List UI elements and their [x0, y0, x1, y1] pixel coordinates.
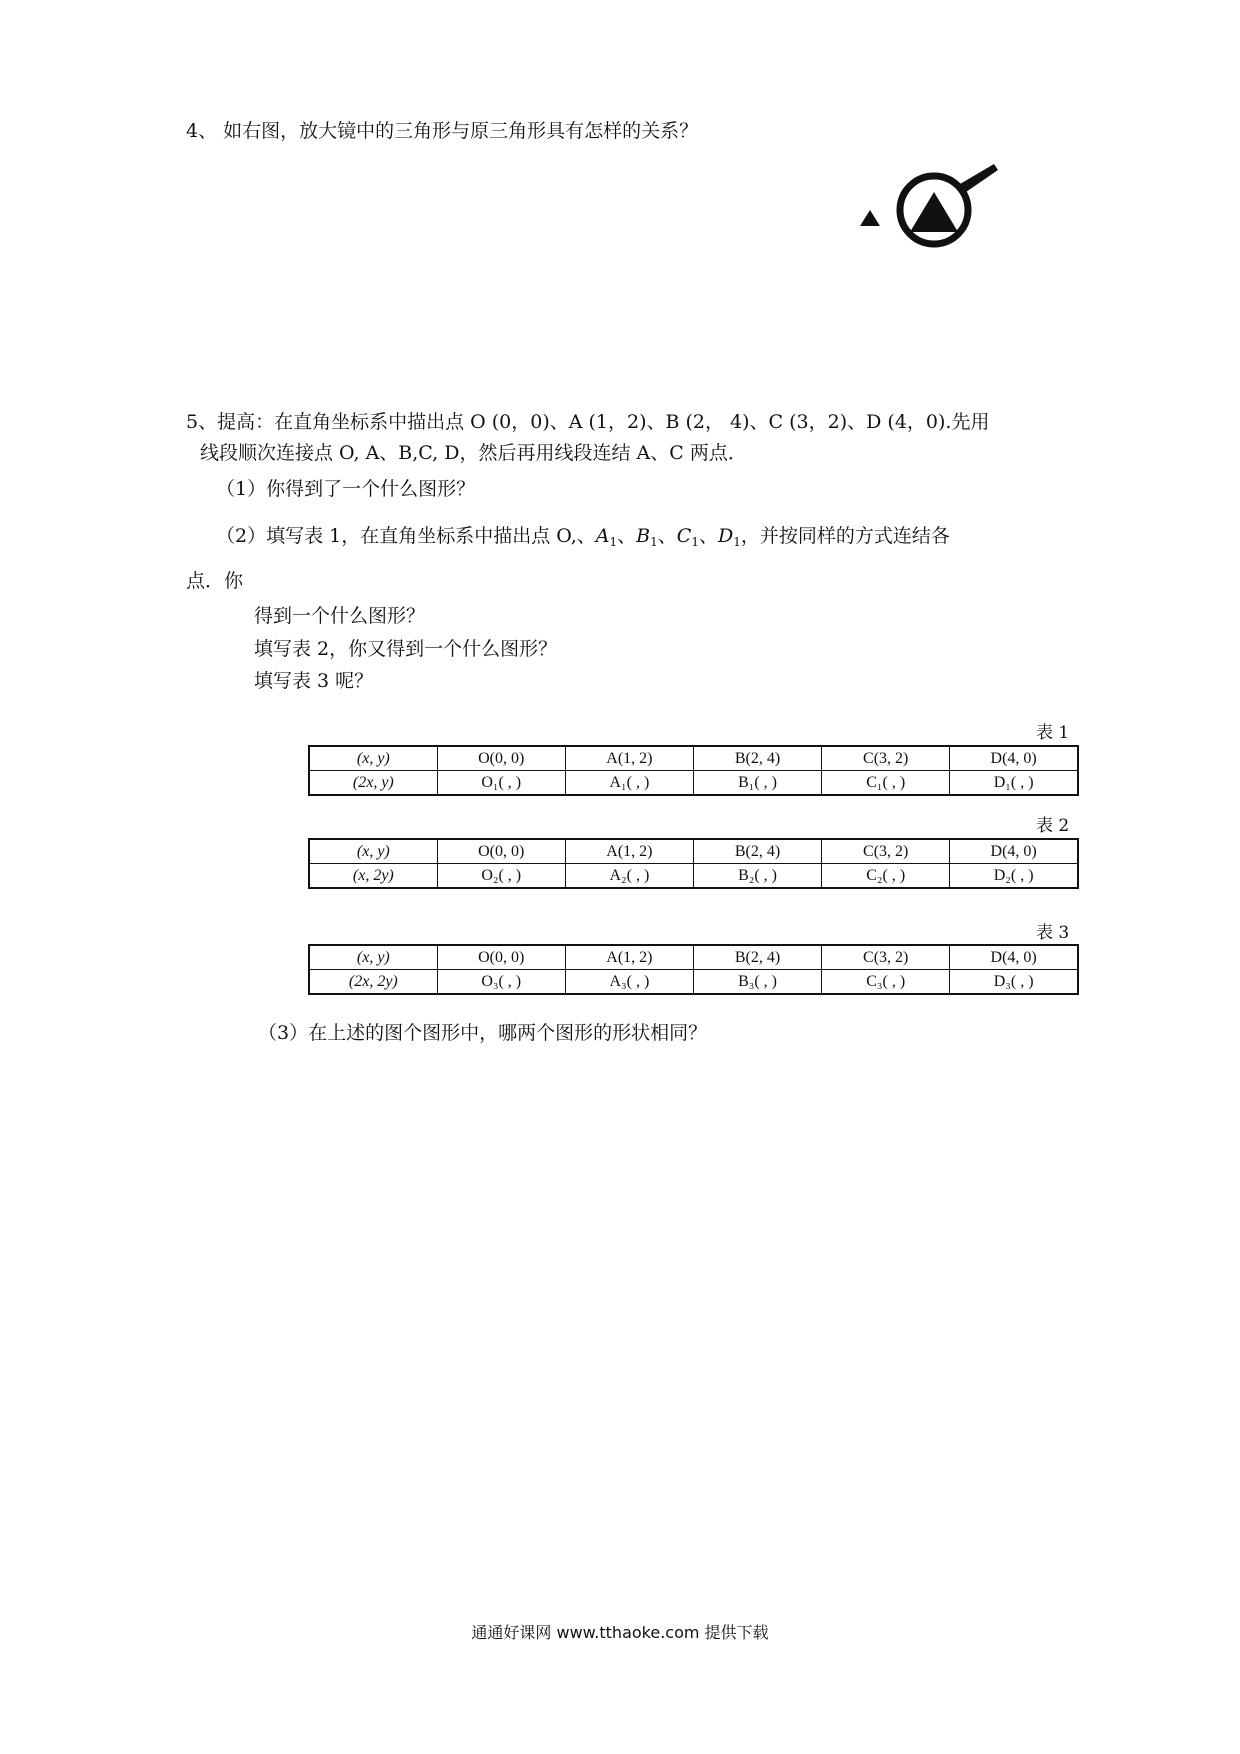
question-5-part2-c: 填写表 3 呢？: [254, 670, 374, 692]
question-5-part2: （2）填写表 1，在直角坐标系中描出点 O,、$A_1$、$B_1$、$C_1$、$D_1$，并按同样的方式连结各: [216, 525, 950, 549]
table-1: [308, 745, 1079, 796]
table-row: (x, y) O(0, 0) A(1, 2) B(2, 4) C(3, 2) D(4, 0): [309, 839, 1078, 864]
part2-before: （2）填写表 1，在直角坐标系中描出点 O,、: [216, 525, 596, 547]
question-5-line1: 5、提高：在直角坐标系中描出点 O (0，0)、A (1，2)、B (2， 4)、C (3，2)、D (4，0).先用: [186, 411, 990, 433]
table-1-caption: 表 1: [1036, 723, 1070, 743]
point-a1: $A_1$: [595, 525, 618, 549]
magnifier-triangle-figure: [852, 158, 1012, 258]
table-3: [308, 944, 1079, 995]
table-row: (x, y) O(0, 0) A(1, 2) B(2, 4) C(3, 2) D(4, 0): [309, 945, 1078, 970]
question-5-part2-b: 填写表 2，你又得到一个什么图形？: [254, 638, 558, 660]
table-2: [308, 838, 1079, 889]
table-row: (2x, y) O₁( , ) A₁( , ) B₁( , ) C₁( , ) D₁( , ): [309, 771, 1078, 796]
point-c1: $C_1$: [676, 525, 699, 549]
table-3-caption: 表 3: [1036, 923, 1070, 943]
question-5-part2-a: 得到一个什么图形？: [254, 605, 426, 627]
question-5-part2-cont: 点．你: [186, 570, 244, 592]
point-d1: $D_1$: [717, 525, 741, 549]
question-5-part3: （3）在上述的图个图形中，哪两个图形的形状相同？: [258, 1022, 708, 1044]
table-row: (x, y) O(0, 0) A(1, 2) B(2, 4) C(3, 2) D(4, 0): [309, 746, 1078, 771]
point-b1: $B_1$: [636, 525, 658, 549]
question-5-line2: 线段顺次连接点 O, A、B,C, D，然后再用线段连结 A、C 两点．: [200, 442, 747, 464]
page-footer: 通通好课网 www.tthaoke.com 提供下载: [471, 1623, 769, 1642]
table-row: (2x, 2y) O₃( , ) A₃( , ) B₃( , ) C₃( , ) D₃( , ): [309, 970, 1078, 995]
table-row: (x, 2y) O₂( , ) A₂( , ) B₂( , ) C₂( , ) D₂( , ): [309, 864, 1078, 889]
question-4-text: 4、 如右图，放大镜中的三角形与原三角形具有怎样的关系？: [186, 120, 699, 142]
question-5-part1: （1）你得到了一个什么图形？: [216, 478, 476, 500]
part2-after: ，并按同样的方式连结各: [740, 525, 950, 547]
small-triangle-icon: [860, 210, 880, 226]
magnifier-icon: [900, 164, 998, 244]
table-2-caption: 表 2: [1036, 816, 1070, 836]
